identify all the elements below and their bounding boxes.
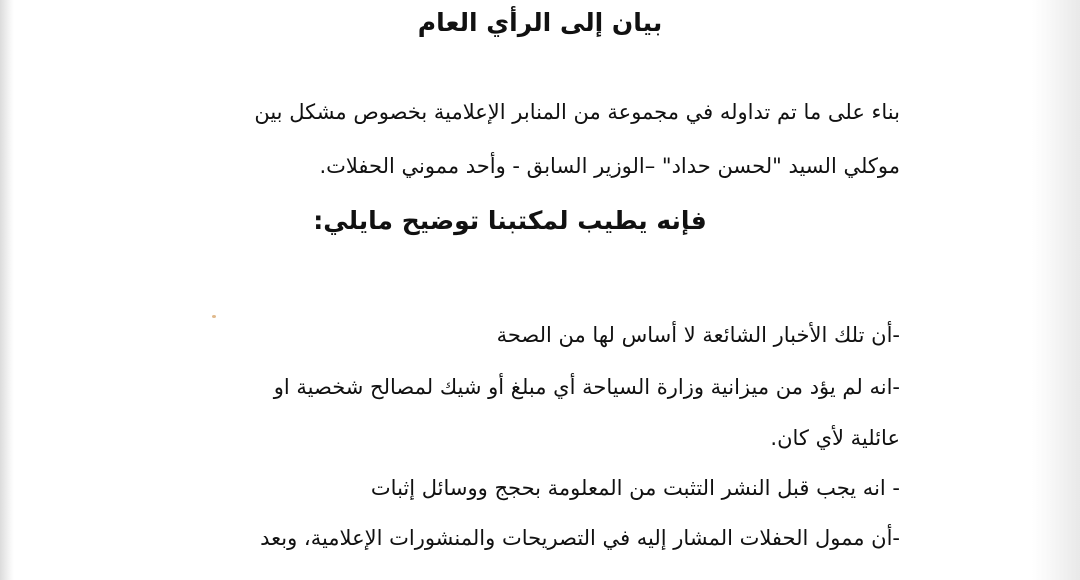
page-left-shadow <box>0 0 14 580</box>
point-1: -أن تلك الأخبار الشائعة لا أساس لها من الصحة <box>496 323 900 347</box>
point-4: -أن ممول الحفلات المشار إليه في التصريحات والمنشورات الإعلامية، وبعد <box>260 526 900 550</box>
subheading: فإنه يطيب لمكتبنا توضيح مايلي: <box>313 206 707 235</box>
point-2-continued: عائلية لأي كان. <box>770 426 900 450</box>
document-title: بيان إلى الرأي العام <box>417 8 663 37</box>
point-2: -انه لم يؤد من ميزانية وزارة السياحة أي مبلغ أو شيك لمصالح شخصية او <box>273 375 900 399</box>
page-right-margin <box>1032 0 1080 580</box>
intro-line-2: موكلي السيد "لحسن حداد" –الوزير السابق - وأحد مموني الحفلات. <box>319 154 900 178</box>
intro-line-1: بناء على ما تم تداوله في مجموعة من المنابر الإعلامية بخصوص مشكل بين <box>254 100 900 124</box>
paper-speck <box>212 315 216 318</box>
point-3: - انه يجب قبل النشر التثبت من المعلومة بحجج ووسائل إثبات <box>370 476 900 500</box>
